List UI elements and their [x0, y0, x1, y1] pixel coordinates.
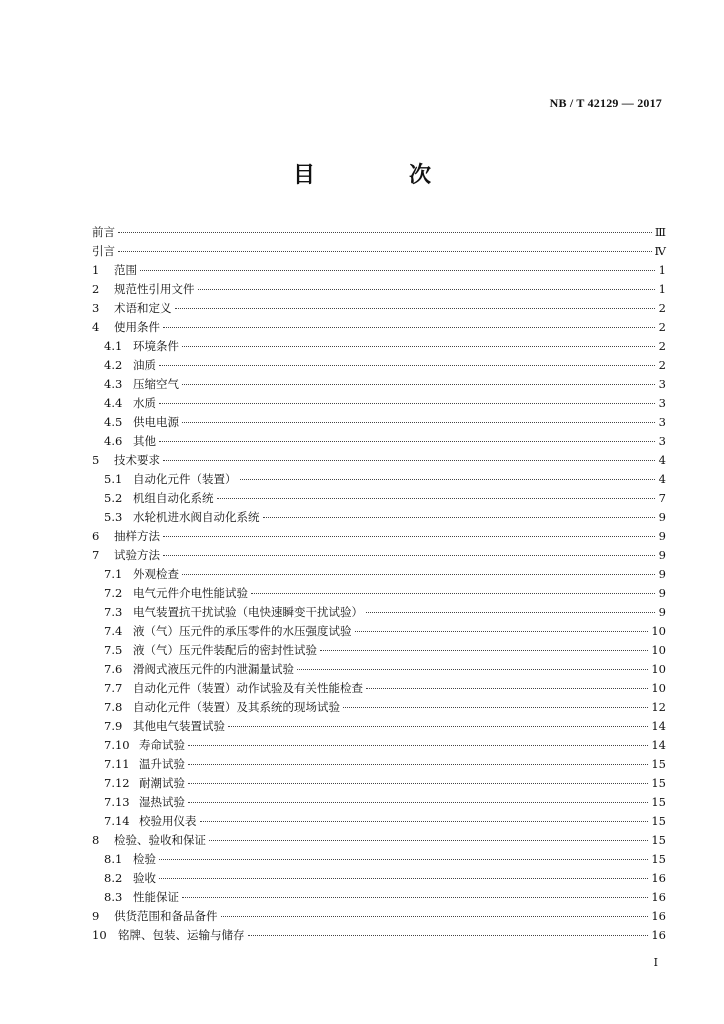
toc-entry[interactable] [92, 375, 666, 394]
dot-leader [188, 783, 648, 784]
dot-leader [118, 251, 652, 252]
toc-entry-number: 7 [92, 548, 100, 562]
toc-entry[interactable] [92, 831, 666, 850]
toc-entry-title: 范围 [114, 263, 137, 277]
toc-entry-number: 1 [92, 263, 100, 277]
toc-entry-title: 检验 [133, 852, 156, 866]
dot-leader [140, 270, 655, 271]
toc-entry-page: 16 [651, 909, 666, 923]
dot-leader [182, 346, 655, 347]
toc-entry[interactable] [92, 774, 666, 793]
toc-entry-number: 7.7 [104, 681, 123, 695]
toc-entry-page: 9 [658, 586, 666, 600]
toc-entry-title: 校验用仪表 [139, 814, 197, 828]
toc-entry-title: 环境条件 [133, 339, 179, 353]
toc-entry[interactable] [92, 622, 666, 641]
dot-leader [159, 878, 648, 879]
toc-entry-title: 技术要求 [114, 453, 160, 467]
dot-leader [198, 289, 656, 290]
dot-leader [297, 669, 648, 670]
toc-entry-page: 14 [651, 738, 666, 752]
dot-leader [188, 745, 648, 746]
toc-entry[interactable] [92, 318, 666, 337]
dot-leader [182, 422, 655, 423]
toc-entry-number: 4.3 [104, 377, 123, 391]
toc-entry[interactable] [92, 907, 666, 926]
dot-leader [163, 460, 655, 461]
dot-leader [188, 802, 648, 803]
toc-entry-title: 供货范围和备品备件 [114, 909, 218, 923]
dot-leader [182, 897, 648, 898]
toc-entry[interactable] [92, 432, 666, 451]
toc-entry[interactable] [92, 926, 666, 945]
toc-entry[interactable] [92, 280, 666, 299]
dot-leader [163, 536, 655, 537]
dot-leader [366, 688, 648, 689]
toc-entry-title: 性能保证 [133, 890, 179, 904]
toc-entry-number: 5.3 [104, 510, 123, 524]
toc-entry-title: 机组自动化系统 [133, 491, 214, 505]
toc-entry-title: 自动化元件（装置）动作试验及有关性能检查 [133, 681, 363, 695]
toc-entry-number: 4.1 [104, 339, 123, 353]
dot-leader [251, 593, 655, 594]
toc-entry[interactable] [92, 356, 666, 375]
dot-leader [182, 384, 655, 385]
toc-entry-title: 引言 [92, 244, 115, 258]
toc-entry-page: 15 [651, 776, 666, 790]
toc-entry-title: 自动化元件（装置）及其系统的现场试验 [133, 700, 340, 714]
toc-entry-title: 压缩空气 [133, 377, 179, 391]
dot-leader [248, 935, 649, 936]
toc-entry-page: 3 [658, 377, 666, 391]
toc-entry-page: 3 [658, 396, 666, 410]
toc-entry-page: 1 [658, 263, 666, 277]
dot-leader [217, 498, 656, 499]
toc-entry[interactable] [92, 261, 666, 280]
toc-entry-page: 15 [651, 852, 666, 866]
toc-entry-number: 8.2 [104, 871, 123, 885]
toc-entry[interactable] [92, 869, 666, 888]
page-title: 目 次 [292, 163, 467, 188]
toc-entry-title: 水质 [133, 396, 156, 410]
toc-entry[interactable] [92, 451, 666, 470]
dot-leader [320, 650, 648, 651]
toc-entry-number: 7.3 [104, 605, 123, 619]
toc-entry-title: 术语和定义 [114, 301, 172, 315]
dot-leader [182, 574, 655, 575]
toc-entry[interactable] [92, 394, 666, 413]
toc-entry-page: 9 [658, 605, 666, 619]
toc-entry[interactable] [92, 603, 666, 622]
dot-leader [209, 840, 648, 841]
page-number: I [653, 956, 658, 969]
toc-entry[interactable] [92, 489, 666, 508]
dot-leader [221, 916, 649, 917]
toc-entry[interactable] [92, 565, 666, 584]
toc-entry[interactable] [92, 242, 666, 261]
toc-entry[interactable] [92, 850, 666, 869]
toc-entry-page: 10 [651, 681, 666, 695]
toc-entry-page: 9 [658, 529, 666, 543]
toc-entry-page: 10 [651, 662, 666, 676]
toc-entry-title: 抽样方法 [114, 529, 160, 543]
toc-entry-title: 规范性引用文件 [114, 282, 195, 296]
toc-entry[interactable] [92, 299, 666, 318]
toc-entry-number: 8.3 [104, 890, 123, 904]
toc-entry-title: 铭牌、包装、运输与储存 [118, 928, 245, 942]
toc-entry-page: 2 [658, 358, 666, 372]
dot-leader [343, 707, 648, 708]
toc-entry-number: 7.1 [104, 567, 123, 581]
dot-leader [263, 517, 656, 518]
toc-entry-page: 9 [658, 510, 666, 524]
toc-entry-title: 其他 [133, 434, 156, 448]
toc-entry-number: 7.4 [104, 624, 123, 638]
toc-entry[interactable] [92, 717, 666, 736]
toc-entry-number: 7.13 [104, 795, 130, 809]
toc-entry-title: 温升试验 [139, 757, 185, 771]
toc-entry[interactable] [92, 470, 666, 489]
toc-entry-number: 7.14 [104, 814, 130, 828]
toc-entry-number: 2 [92, 282, 100, 296]
dot-leader [366, 612, 655, 613]
dot-leader [163, 555, 655, 556]
toc-entry-page: 16 [651, 928, 666, 942]
toc-entry[interactable] [92, 337, 666, 356]
dot-leader [118, 232, 652, 233]
standard-code: NB / T 42129 — 2017 [549, 96, 662, 110]
dot-leader [159, 441, 655, 442]
toc-entry-page: 9 [658, 548, 666, 562]
toc-entry[interactable] [92, 736, 666, 755]
toc-entry[interactable] [92, 698, 666, 717]
dot-leader [159, 859, 648, 860]
toc-entry[interactable] [92, 641, 666, 660]
dot-leader [228, 726, 648, 727]
toc-entry-page: Ⅲ [654, 225, 666, 239]
toc-entry[interactable] [92, 527, 666, 546]
toc-entry-page: 4 [658, 453, 666, 467]
toc-entry-number: 3 [92, 301, 100, 315]
toc-entry-page: 15 [651, 757, 666, 771]
toc-entry-number: 7.11 [104, 757, 130, 771]
toc-entry-title: 液（气）压元件装配后的密封性试验 [133, 643, 317, 657]
toc-entry-page: 1 [658, 282, 666, 296]
toc-entry-number: 4.5 [104, 415, 123, 429]
toc-entry-title: 外观检查 [133, 567, 179, 581]
toc-entry-page: 2 [658, 301, 666, 315]
toc-entry-title: 寿命试验 [139, 738, 185, 752]
toc-entry-title: 滑阀式液压元件的内泄漏量试验 [133, 662, 294, 676]
dot-leader [163, 327, 655, 328]
toc-entry-page: 2 [658, 339, 666, 353]
toc-entry-title: 验收 [133, 871, 156, 885]
toc-entry-page: 12 [651, 700, 666, 714]
toc-entry[interactable] [92, 679, 666, 698]
toc-entry[interactable] [92, 546, 666, 565]
toc-entry-number: 4 [92, 320, 100, 334]
toc-entry-title: 湿热试验 [139, 795, 185, 809]
toc-entry-number: 10 [92, 928, 107, 942]
toc-entry-page: 15 [651, 814, 666, 828]
toc-entry[interactable] [92, 508, 666, 527]
dot-leader [355, 631, 649, 632]
toc-entry-page: 3 [658, 434, 666, 448]
toc-entry-title: 供电电源 [133, 415, 179, 429]
toc-entry-title: 前言 [92, 225, 115, 239]
toc-entry-title: 使用条件 [114, 320, 160, 334]
toc-entry-number: 7.9 [104, 719, 123, 733]
toc-entry-title: 检验、验收和保证 [114, 833, 206, 847]
toc-entry-number: 7.8 [104, 700, 123, 714]
toc-entry[interactable] [92, 812, 666, 831]
toc-entry-number: 8.1 [104, 852, 123, 866]
toc-entry-page: 2 [658, 320, 666, 334]
toc-entry-title: 电气元件介电性能试验 [133, 586, 248, 600]
toc-entry-page: 15 [651, 795, 666, 809]
toc-entry-title: 油质 [133, 358, 156, 372]
dot-leader [175, 308, 656, 309]
toc-entry-title: 其他电气装置试验 [133, 719, 225, 733]
toc-entry-page: 9 [658, 567, 666, 581]
toc-entry-page: 16 [651, 871, 666, 885]
toc-entry-page: 16 [651, 890, 666, 904]
toc-entry-number: 4.4 [104, 396, 123, 410]
toc-entry-page: 14 [651, 719, 666, 733]
toc-entry[interactable] [92, 223, 666, 242]
toc-entry-title: 电气装置抗干扰试验（电快速瞬变干扰试验） [133, 605, 363, 619]
toc-entry-page: Ⅳ [654, 244, 666, 258]
toc-entry-number: 8 [92, 833, 100, 847]
toc-entry-title: 水轮机进水阀自动化系统 [133, 510, 260, 524]
toc-entry-number: 7.5 [104, 643, 123, 657]
toc-entry-number: 7.10 [104, 738, 130, 752]
toc-entry-number: 6 [92, 529, 100, 543]
toc-entry-number: 4.2 [104, 358, 123, 372]
toc-entry-title: 试验方法 [114, 548, 160, 562]
toc-entry-number: 5 [92, 453, 100, 467]
toc-entry-title: 自动化元件（装置） [133, 472, 237, 486]
dot-leader [188, 764, 648, 765]
toc-entry-page: 4 [658, 472, 666, 486]
toc-entry[interactable] [92, 793, 666, 812]
toc-entry-number: 9 [92, 909, 100, 923]
toc-entry[interactable] [92, 584, 666, 603]
dot-leader [200, 821, 649, 822]
toc-entry-number: 4.6 [104, 434, 123, 448]
dot-leader [240, 479, 656, 480]
toc-entry-number: 5.1 [104, 472, 123, 486]
toc-entry-page: 7 [658, 491, 666, 505]
toc-entry-number: 5.2 [104, 491, 123, 505]
toc-entry-number: 7.6 [104, 662, 123, 676]
toc-entry-page: 10 [651, 624, 666, 638]
toc-entry-number: 7.2 [104, 586, 123, 600]
toc-entry-page: 15 [651, 833, 666, 847]
table-of-contents [92, 223, 666, 945]
toc-entry-title: 耐潮试验 [139, 776, 185, 790]
toc-entry[interactable] [92, 755, 666, 774]
toc-entry-page: 10 [651, 643, 666, 657]
toc-entry-number: 7.12 [104, 776, 130, 790]
dot-leader [159, 403, 655, 404]
toc-entry-page: 3 [658, 415, 666, 429]
dot-leader [159, 365, 655, 366]
toc-entry[interactable] [92, 888, 666, 907]
toc-entry[interactable] [92, 660, 666, 679]
toc-entry-title: 液（气）压元件的承压零件的水压强度试验 [133, 624, 352, 638]
toc-entry[interactable] [92, 413, 666, 432]
